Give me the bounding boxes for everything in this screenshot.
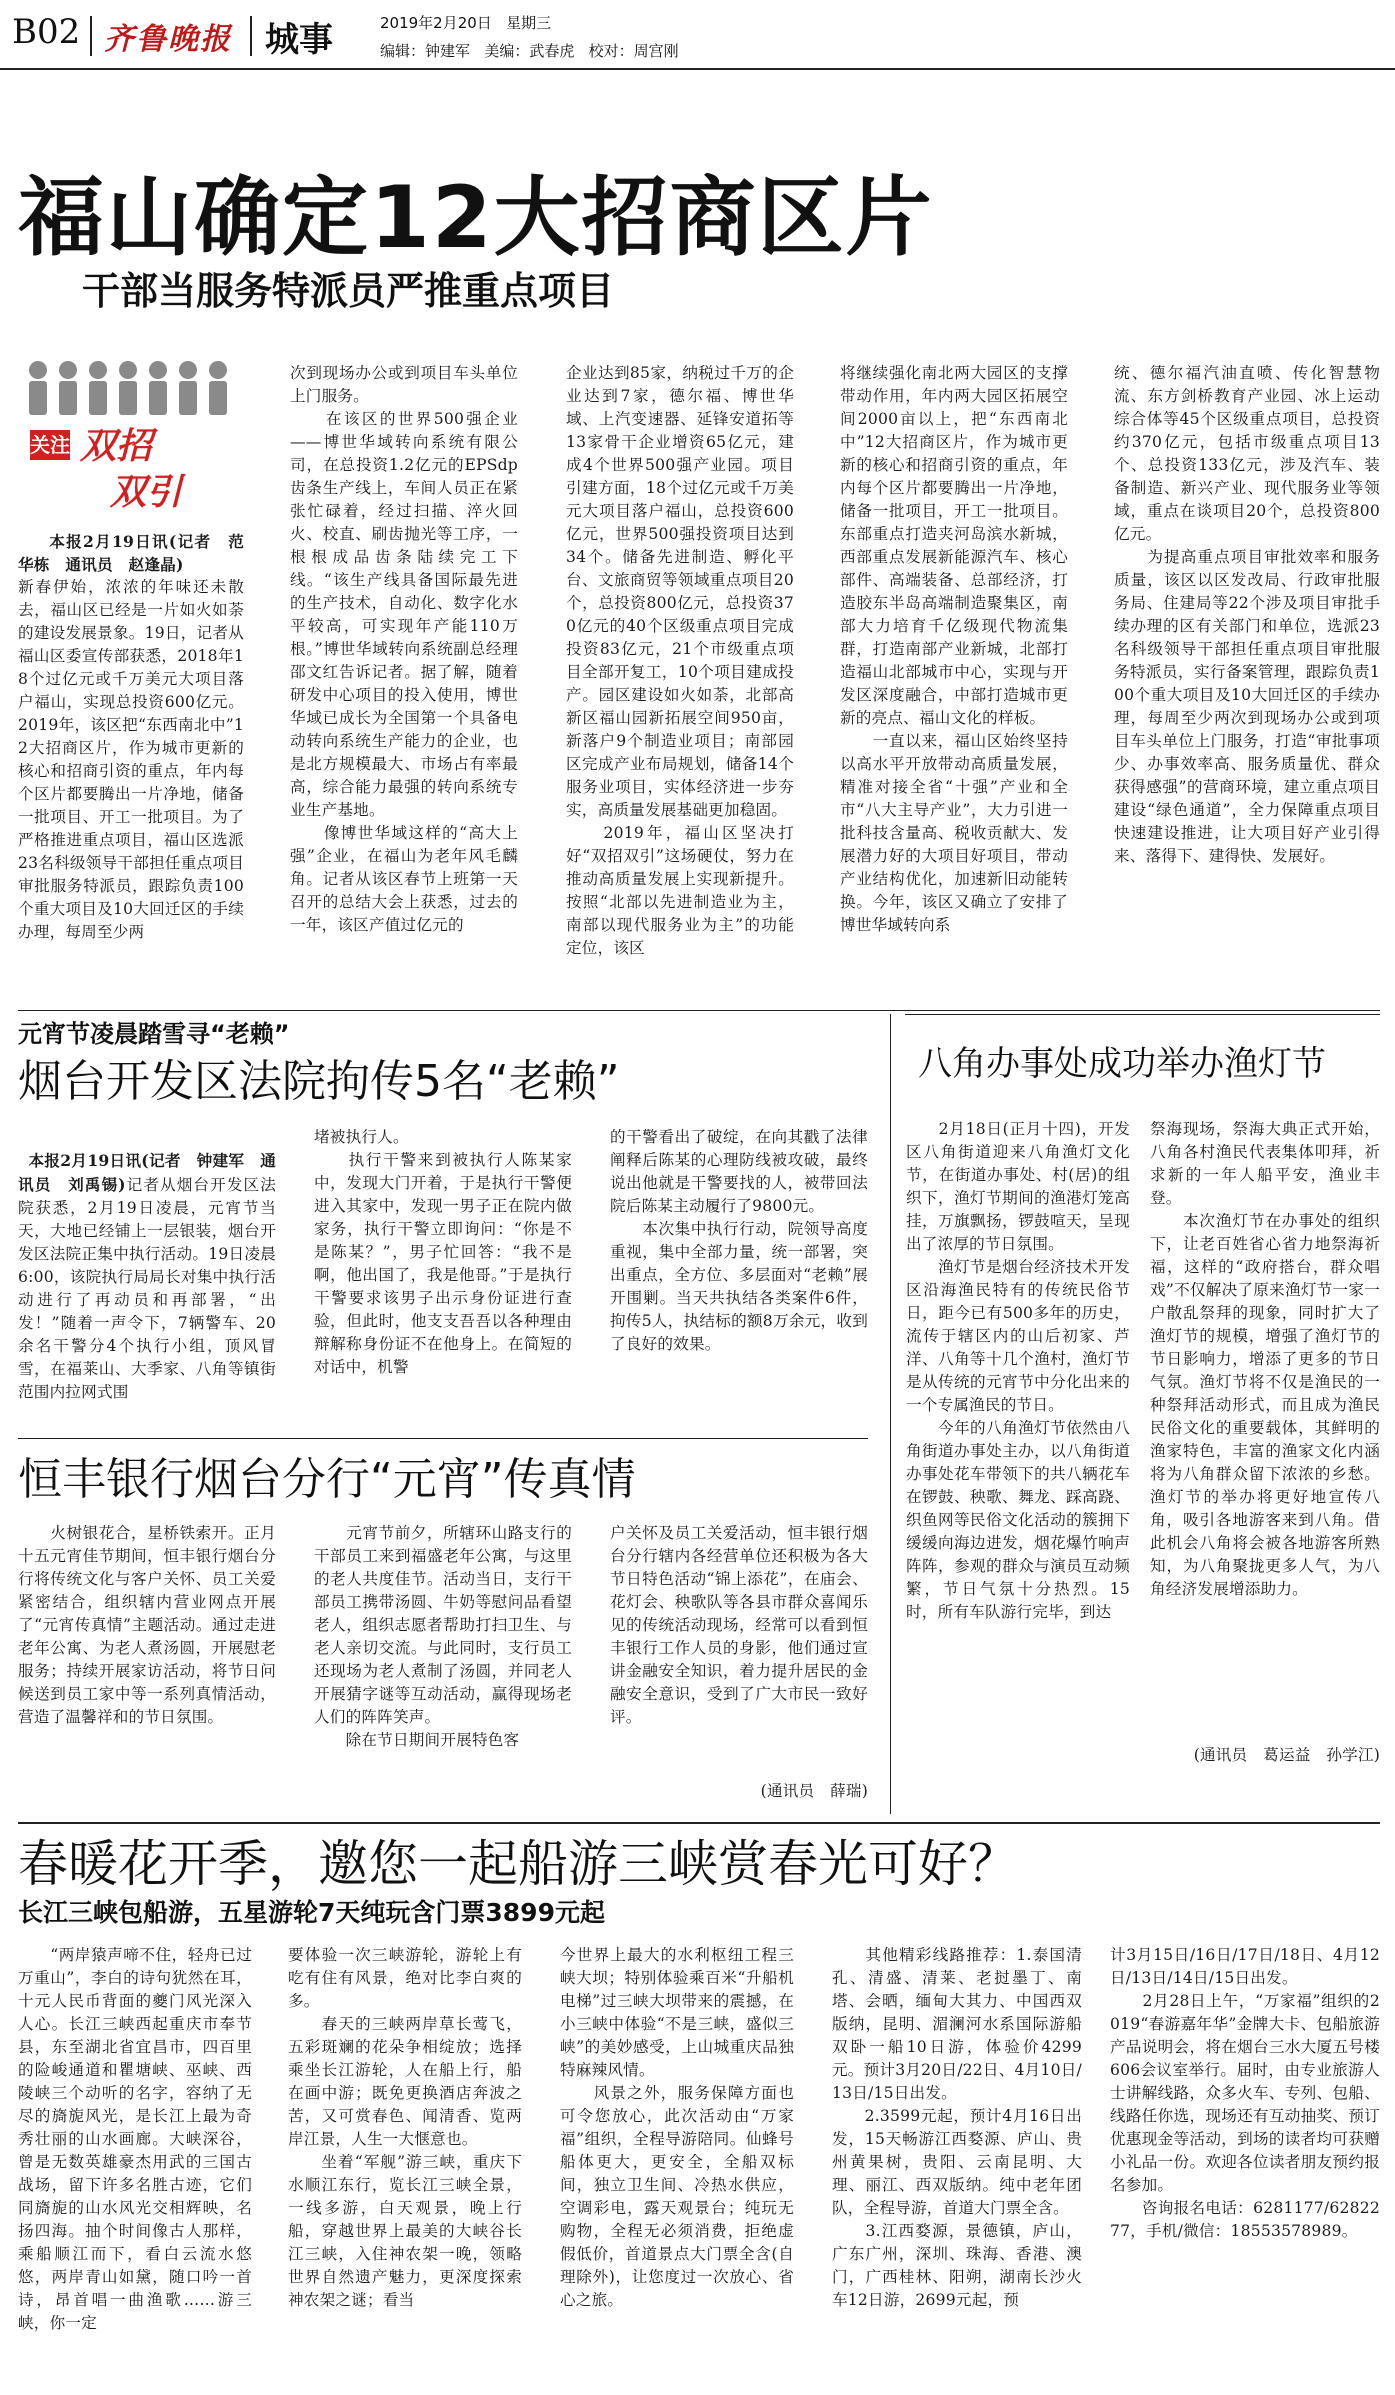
issue-date: 2019年2月20日: [380, 14, 492, 32]
masthead-bottom-rule: [0, 68, 1395, 70]
lantern-col-2: 祭海现场，祭海大典正式开始，八角各村渔民代表集体叩拜，祈求新的一年人船平安，渔业丰登。 本次渔灯节在办事处的组织下，让老百姓省心省力地祭海祈福，这样的“政府搭台，群众唱戏”不仅解决了原来渔灯节一家一户散乱祭拜的现象，同时扩大了渔灯节的规模，增强了渔灯节的节日影响力，增添了更多的节日气氛。渔灯节将不仅是渔民的一种祭拜活动形式，而且成为渔民民俗文化的重要载体，其鲜明的渔家特色，丰富的渔家文化内涵将为八角群众留下浓浓的乡愁。渔灯节的举办将更好地宣传八角，吸引各地游客来到八角。借此机会八角将会被各地游客所熟知，为八角聚拢更多人气，为八角经济发展增添助力。: [1150, 1120, 1380, 1598]
travel-headline: 春暖花开季，邀您一起船游三峡赏春光可好？: [18, 1835, 1018, 1893]
lead-dateline: 本报2月19日讯(记者 范华栋 通讯员 赵逢晶): [18, 532, 244, 574]
travel-subhead: 长江三峡包船游，五星游轮7天纯玩含门票3899元起: [18, 1898, 605, 1927]
page-number: B02: [12, 12, 81, 52]
staff-line: [380, 40, 679, 61]
masthead-divider: [250, 16, 252, 56]
lantern-headline: 八角办事处成功举办渔灯节: [918, 1044, 1326, 1084]
logo-sub-text: 双引: [110, 472, 183, 513]
section-title: 城事: [265, 20, 333, 60]
travel-col-2: 要体验一次三峡游轮，游轮上有吃有住有风景，绝对比李白爽的多。 春天的三峡两岸草长莺飞，五彩斑斓的花朵争相绽放；选择乘坐长江游轮，人在船上行，船在画中游；既免更换酒店奔波之苦，又可赏春色、闻清香、览两岸江景，人生一大惬意也。 坐着“军舰”游三峡，重庆下水顺江东行，览长江三峡全景，一线多游，白天观景，晚上行船，穿越世界上最美的大峡谷长江三峡，入住神农架一晚，领略世界自然遗产魅力，更深度探索神农架之谜；看当: [288, 1946, 522, 2309]
court-col-1: [18, 1126, 276, 1432]
lead-col-5: 统、德尔福汽油直喷、传化智慧物流、东方剑桥教育产业园、冰上运动综合体等45个区级重点项目，总投资约370亿元，包括市级重点项目13个、总投资133亿元，涉及汽车、装备制造、新兴产业、现代服务业等领域，重点在谈项目20个，总投资800亿元。 为提高重点项目审批效率和服务质量，该区以区发改局、行政审批服务局、住建局等22个涉及项目审批手续办理的区有关部门和单位，选派23名科级领导干部担任重点项目审批服务特派员，实行备案管理，跟踪负责100个重大项目及10大回迁区的手续办理，每周至少两次到现场办公或到项目车头单位上门服务，打造“审批事项少、办事效率高、服务质量优、群众获得感强”的营商环境，建立重点项目建设“绿色通道”，全力保障重点项目快速建设推进，让大项目好产业引得来、落得下、建得快、发展好。: [1114, 364, 1380, 865]
brand-logo: 齐鲁晚报: [104, 22, 232, 57]
lantern-byline: (通讯员 葛运益 孙学江): [1193, 1746, 1380, 1764]
bank-headline: 恒丰银行烟台分行“元宵”传真情: [18, 1454, 636, 1505]
logo-main-text: 双招: [80, 426, 153, 467]
column-divider: [890, 1014, 891, 1814]
travel-col-5: 计3月15日/16日/17日/18日、4月12日/13日/14日/15日出发。 2月28日上午，“万家福”组织的2019“春游嘉年华”金牌大卡、包船旅游产品说明会，将在烟台三水大厦五号楼606会议室举行。届时，由专业旅游人士讲解线路，众多火车、专列、包船、线路任你选，现场还有互动抽奖、预订优惠现金等活动，到场的读者均可获赠小礼品一份。欢迎各位读者朋友预约报名参加。 咨询报名电话：6281177/6282277，手机/微信：18553578989。: [1110, 1946, 1380, 2240]
lead-subhead: 干部当服务特派员严推重点项目: [82, 269, 615, 313]
lead-col-3: 企业达到85家，纳税过千万的企业达到7家，德尔福、博世华域、上汽变速器、延锋安道拓等13家骨干企业增资65亿元，建成4个世界500强产业园。项目引建方面，18个过亿元或千万美元大项目落户福山，总投资600亿元，世界500强投资项目达到34个。储备先进制造、孵化平台、文旅商贸等领域重点项目20个，总投资800亿元，总投资370亿元的40个区级重点项目完成投资83亿元，21个市级重点项目全部开复工，10个项目建成投产。园区建设如火如荼，北部高新区福山园新拓展空间950亩，新落户9个制造业项目；南部园区完成产业布局规划，储备14个服务业项目，实体经济进一步夯实，高质量发展基础更加稳固。 2019年，福山区坚决打好“双招双引”这场硬仗，努力在推动高质量发展上实现新提升。按照“北部以先进制造业为主，南部以现代服务业为主”的功能定位，该区: [566, 364, 794, 957]
double-invest-logo: [18, 360, 244, 518]
lead-col-2: 次到现场办公或到项目车头单位上门服务。 在该区的世界500强企业——博世华域转向系统有限公司，在总投资1.2亿元的EPSdp齿条生产线上，车间人员正在紧张忙碌着，经过扫描、淬火回火、校直、刷齿抛光等工序，一根根成品齿条陆续完工下线。“该生产线具备国际最先进的生产技术，自动化、数字化水平较高，可实现年产能110万根。”博世华域转向系统副总经理邵文红告诉记者。据了解，随着研发中心项目的投入使用，博世华域已成长为全国第一个具备电动转向系统生产能力的企业，也是北方规模最大、市场占有率最高，综合能力最强的转向系统专业生产基地。 像博世华域这样的“高大上强”企业，在福山为老年风毛麟角。记者从该区春节上班第一天召开的总结大会上获悉，过去的一年，该区产值过亿元的: [290, 364, 518, 934]
court-dateline: 本报2月19日讯(记者 钟建军 通讯员 刘禹锡): [18, 1151, 276, 1194]
masthead: [0, 0, 1395, 70]
court-kicker: 元宵节凌晨踏雪寻“老赖”: [18, 1020, 290, 1048]
court-col-2: 堵被执行人。 执行干警来到被执行人陈某家中，发现大门开着，于是执行干警便进入其家中，发现一男子正在院内做家务，执行干警立即询问：“你是不是陈某？”，男子忙回答：“我不是啊，他出国了，我是他哥。”于是执行干警要求该男子出示身份证进行查验，但此时，他支支吾吾以各种理由辩解称身份证不在他身上。在简短的对话中，机警: [314, 1128, 572, 1376]
lead-headline: 福山确定12大招商区片: [18, 168, 934, 268]
travel-col-3: 今世界上最大的水利枢纽工程三峡大坝；特别体验乘百米“升船机电梯”过三峡大坝带来的震撼，在小三峡中体验“不是三峡，盛似三峡”的美妙感受，上山城重庆品独特麻辣风情。 风景之外，服务保障方面也可令您放心，此次活动由“万家福”组织，全程导游陪同。仙蜂号船体更大，更安全，全船双标间，独立卫生间、冷热水供应，空调彩电，露天观景台；纯玩无购物，全程无必须消费，拒绝虚假低价，首道景点大门票全含(自理除外)，让您度过一次放心、省心之旅。: [560, 1946, 794, 2309]
issue-weekday: 星期三: [506, 14, 552, 32]
bank-byline: (通讯员 薛瑞): [760, 1782, 868, 1800]
issue-date-line: [380, 12, 551, 33]
lead-bottom-rule: [18, 1010, 1380, 1011]
bank-col-2: 元宵节前夕，所辖环山路支行的干部员工来到福盛老年公寓，与这里的老人共度佳节。活动当日，支行干部员工携带汤圆、牛奶等慰问品看望老人，组织志愿者帮助打扫卫生、与老人亲切交流。与此同时，支行员工还现场为老人煮制了汤圆，并同老人开展猜字谜等互动活动，赢得现场老人们的阵阵笑声。 除在节日期间开展特色客: [314, 1524, 572, 1749]
masthead-divider: [90, 16, 92, 56]
editor-credit: 编辑：钟建军: [380, 42, 471, 60]
proofreader-credit: 校对：周宫刚: [588, 42, 679, 60]
court-col-3: 的干警看出了破绽，在向其戳了法律阐释后陈某的心理防线被攻破，最终说出他就是干警要找的人，被带回法院后陈某主动履行了9800元。 本次集中执行行动，院领导高度重视，集中全部力量，统一部署，突出重点，全方位、多层面对“老赖”展开围剿。当天共执结各类案件6件，拘传5人，执结标的额8万余元，收到了良好的效果。: [610, 1128, 868, 1353]
bank-col-3: 户关怀及员工关爱活动，恒丰银行烟台分行辖内各经营单位还积极为各大节日特色活动“锦上添花”，在庙会、花灯会、秧歌队等各县市群众喜闻乐见的传统活动现场，经常可以看到恒丰银行工作人员的身影，他们通过宣讲金融安全知识，着力提升居民的金融安全意识，受到了广大市民一致好评。: [610, 1524, 868, 1726]
lantern-top-rule: [905, 1014, 1380, 1015]
bank-col-1: 火树银花合，星桥铁索开。正月十五元宵佳节期间，恒丰银行烟台分行将传统文化与客户关怀、员工关爱紧密结合，组织辖内营业网点开展了“元宵传真情”主题活动。通过走进老年公寓、为老人煮汤圆，开展慰老服务；持续开展家访活动，将节日问候送到员工家中等一系列真情活动，营造了温馨祥和的节日氛围。: [18, 1524, 276, 1726]
lantern-col-1: 2月18日(正月十四)，开发区八角街道迎来八角渔灯文化节，在街道办事处、村(居)的组织下，渔灯节期间的渔港灯笼高挂，万旗飘扬，锣鼓喧天，呈现出了浓厚的节日氛围。 渔灯节是烟台经济技术开发区沿海渔民特有的传统民俗节日，距今已有500多年的历史，流传于辖区内的山后初家、芦洋、八角等十几个渔村，渔灯节是从传统的元宵节中分化出来的一个专属渔民的节日。 今年的八角渔灯节依然由八角街道办事处主办，以八角街道办事处花车带领下的共八辆花车在锣鼓、秧歌、舞龙、踩高跷、织鱼网等民俗文化活动的簇拥下缓缓向海边进发，烟花爆竹响声阵阵，参观的群众与演员互动频繁，节日气氛十分热烈。15时，所有车队游行完毕，到达: [906, 1120, 1130, 1621]
travel-top-rule: [18, 1822, 1380, 1824]
court-bottom-rule: [18, 1438, 868, 1439]
designer-credit: 美编：武春虎: [484, 42, 575, 60]
travel-col-1: “两岸猿声啼不住，轻舟已过万重山”，李白的诗句犹然在耳，十元人民币背面的夔门风光深入人心。长江三峡西起重庆市奉节县，东至湖北省宜昌市，四百里的险峻通道和瞿塘峡、巫峡、西陵峡三个动听的名字，容纳了无尽的旖旎风光，是长江上最为奇秀壮丽的山水画廊。大峡深谷，曾是无数英雄豪杰用武的三国古战场，留下许多名胜古迹，它们同旖旎的山水风光交相辉映，名扬四海。抽个时间像古人那样，乘船顺江而下，看白云流水悠悠，两岸青山如黛，随口吟一首诗，昂首唱一曲渔歌……游三峡，你一定: [18, 1946, 252, 2332]
travel-col-4: 其他精彩线路推荐：1.泰国清孔、清盛、清莱、老挝墨丁、南塔、会晒，缅甸大其力、中国西双版纳，昆明、湄澜河水系国际游船双卧一船10日游，体验价4299元。预计3月20日/22日、4月10日/13日/15日出发。 2.3599元起，预计4月16日出发，15天畅游江西婺源、庐山、贵州黄果树，贵阳、云南昆明、大理、丽江、西双版纳。纯中老年团队，全程导游，首道大门票全含。 3.江西婺源，景德镇，庐山，广东广州，深圳、珠海、香港、澳门，广西桂林、阳朔，湖南长沙火车12日游，2699元起，预: [832, 1946, 1082, 2309]
court-col-1-text: 记者从烟台开发区法院获悉，2月19日凌晨，元宵节当天，大地已经铺上一层银装，烟台开发区法院正集中执行活动。19日凌晨6:00，该院执行局局长对集中执行活动进行了再动员和再部署，“出发！”随着一声令下，7辆警车、20余名干警分4个执行小组，顶风冒雪，在福莱山、大季家、八角等镇街范围内拉网式围: [18, 1176, 276, 1401]
court-headline: 烟台开发区法院拘传5名“老赖”: [18, 1056, 620, 1107]
lead-col-4: 将继续强化南北两大园区的支撑带动作用，年内两大园区拓展空间2000亩以上，把“东西南北中”12大招商区片，作为城市更新的核心和招商引资的重点，年内每个区片都要腾出一片净地，储备一批项目，开工一批项目。东部重点打造夹河岛滨水新城，西部重点发展新能源汽车、核心部件、高端装备、总部经济，打造胶东半岛高端制造聚集区，南部大力培育千亿级现代物流集群，打造南部产业新城，北部打造福山北部城市中心，实现与开发区深度融合，中部打造城市更新的亮点、福山文化的样板。 一直以来，福山区始终坚持以高水平开放带动高质量发展，精准对接全省“十强”产业和全市“八大主导产业”，大力引进一批科技含量高、税收贡献大、发展潜力好的大项目好项目，带动产业结构优化，加速新旧动能转换。今年，该区又确立了安排了博世华域转向系: [840, 364, 1068, 934]
logo-badge: 关注: [30, 430, 70, 460]
lead-col-1: 新春伊始，浓浓的年味还未散去，福山区已经是一片如火如荼的建设发展景象。19日，记者从福山区委宣传部获悉，2018年18个过亿元或千万美元大项目落户福山，实现总投资600亿元。2019年，该区把“东西南北中”12大招商区片，作为城市更新的核心和招商引资的重点，年内每个区片都要腾出一片净地，储备一批项目、开工一批项目。为了严格推进重点项目，福山区选派23名科级领导干部担任重点项目审批服务特派员，跟踪负责100个重大项目及10大回迁区的手续办理，每周至少两: [18, 578, 244, 941]
